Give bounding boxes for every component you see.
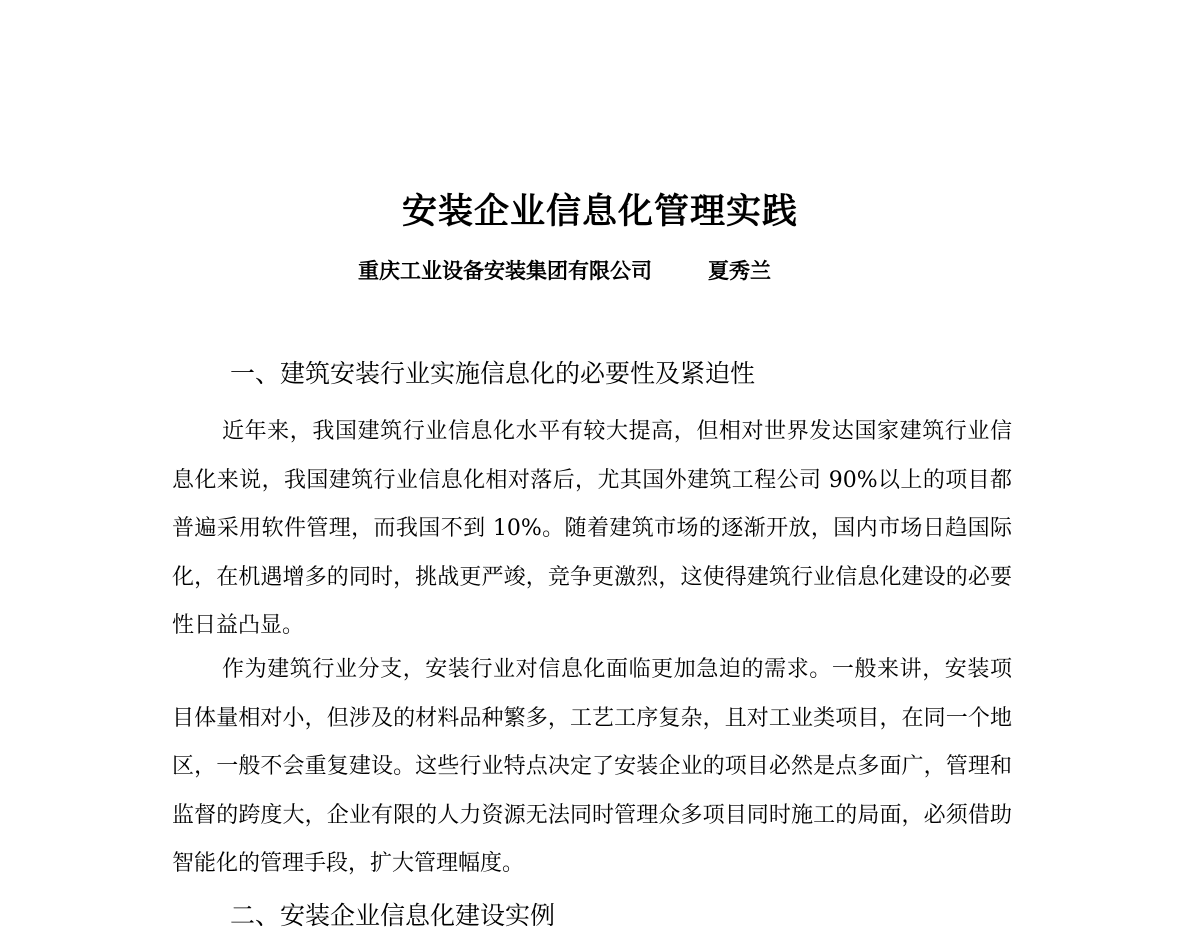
section-heading-2: 二、安装企业信息化建设实例 bbox=[230, 901, 556, 930]
paragraph-1: 近年来，我国建筑行业信息化水平有较大提高，但相对世界发达国家建筑行业信息化来说，我国建筑行业信息化相对落后，尤其国外建筑工程公司 90%以上的项目都普遍采用软件管理，而我国不到 10%。随着建筑市场的逐渐开放，国内市场日趋国际化，在机遇增多的同时，挑战更严竣，竞争更激烈，这使得建筑行业信息化建设的必要性日益凸显。 bbox=[172, 419, 1012, 638]
organization-name: 重庆工业设备安装集团有限公司 bbox=[358, 259, 652, 283]
paragraph-2: 作为建筑行业分支，安装行业对信息化面临更加急迫的需求。一般来讲，安装项目体量相对小，但涉及的材料品种繁多，工艺工序复杂，且对工业类项目，在同一个地区，一般不会重复建设。这些行业特点决定了安装企业的项目必然是点多面广，管理和监督的跨度大，企业有限的人力资源无法同时管理众多项目同时施工的局面，必须借助智能化的管理手段，扩大管理幅度。 bbox=[172, 657, 1012, 876]
byline bbox=[358, 256, 771, 286]
section-heading-1: 一、建筑安装行业实施信息化的必要性及紧迫性 bbox=[230, 359, 756, 388]
document-title: 安装企业信息化管理实践 bbox=[401, 191, 798, 232]
author-name: 夏秀兰 bbox=[708, 259, 771, 283]
